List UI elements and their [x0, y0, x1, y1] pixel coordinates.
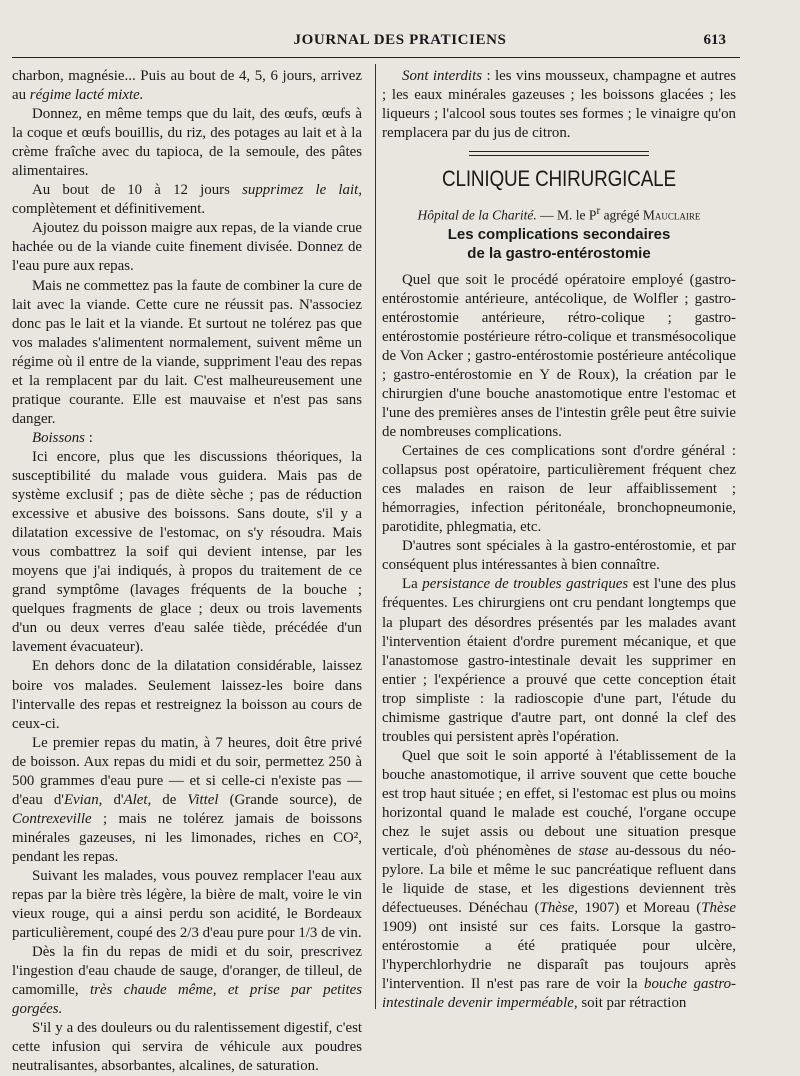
- text-run: charbon, magnésie... Puis au bout de 4, 5, 6 jours, arrivez au: [12, 68, 362, 104]
- journal-title: JOURNAL DES PRATICIENS: [293, 32, 507, 48]
- article-heading: [382, 225, 736, 263]
- text-run: complètement et définitivement.: [12, 201, 206, 218]
- text-run: La: [402, 576, 423, 593]
- text-run: Dès la fin du repas de midi et du soir, prescrivez l'ingestion d'eau chaude de sauge, d'oranger, de tilleul, de camomille,: [12, 944, 362, 999]
- italic-run: Alet,: [123, 791, 152, 808]
- paragraph: Mais ne commettez pas la faute de combiner la cure de lait avec la viande. Cette cure ne réussit pas. N'associez donc pas le lait et la viande. Et surtout ne tolérez pas que vos malades s'alimentent normalement, suivent même un régime où il entre de la viande, suppriment l'eau des repas et la remplacent par du lait. C'est malheureusement une pratique courante. Elle est mauvaise et n'est pas sans danger.: [12, 277, 362, 427]
- text-run: ; mais ne tolérez jamais de boissons minérales gazeuses, ni les limonades, riches en CO², pendant les repas.: [12, 810, 362, 865]
- text-run: : les vins mousseux, champagne et autres ; les eaux minérales gazeuses ; les boissons glacées ; les liqueurs ; l'alcool sous toutes ses formes ; le vinaigre qu'on remplacera par du jus de citron.: [382, 68, 737, 142]
- paragraph: [382, 575, 736, 746]
- text-run: soit par rétraction: [577, 995, 687, 1012]
- italic-run: bouche gastro-intestinale devenir imperméable,: [382, 976, 736, 1012]
- paragraph: Ajoutez du poisson maigre aux repas, de la viande crue hachée ou de la viande cuite finement divisée. Donnez de l'eau pure aux repas.: [12, 220, 362, 275]
- text-run: Au bout de 10 à 12 jours: [32, 182, 230, 199]
- header-rule: [12, 57, 740, 58]
- italic-run: Vittel: [187, 791, 219, 808]
- text-run: de: [151, 791, 188, 808]
- italic-run: Boissons: [32, 429, 85, 446]
- text-run: 1907) et Moreau (: [578, 900, 702, 917]
- italic-run: Evian,: [63, 791, 103, 808]
- text-run: au-dessous du néo-pylore. La bile et même le suc pancréatique refluent dans le liquide de stase, et les digestions deviennent très défectueuses. Dénéchau (: [382, 843, 736, 917]
- text-run: :: [84, 429, 93, 446]
- right-column: [382, 67, 736, 1014]
- section-divider: [469, 151, 649, 156]
- paragraph: Quel que soit le procédé opératoire employé (gastro-entérostomie antérieure, antécolique, de Wolfler ; gastro-entérostomie antérieure, rétro-colique ; gastro-entérostomie postérieure rétro-colique et transmésocolique de Von Acker ; gastro-entérostomie postérieure antécolique ; gastro-entérostomie en Y de Roux), la création par le chirurgien d'une bouche anastomotique entre l'estomac et l'une des premières anses de l'intestin grêle peut être suivie de nombreuses complications.: [382, 271, 736, 441]
- page-header: [0, 28, 800, 54]
- italic-run: supprimez le lait,: [242, 182, 362, 199]
- italic-run: Hôpital de la Charité.: [417, 207, 537, 223]
- text-run: agrégé: [600, 207, 643, 223]
- paragraph: D'autres sont spéciales à la gastro-entérostomie, et par conséquent plus intéressantes à bien connaître.: [382, 538, 736, 574]
- text-run: 1909) ont insisté sur ces faits. Lorsque la gastro-entérostomie a été pratiquée pour ulcère, l'hyperchlorhydrie ne disparaît pas toujours après l'intervention. Il n'est pas rare de voir la: [382, 919, 736, 993]
- section-title: CLINIQUE CHIRURGICALE: [441, 166, 676, 192]
- section-byline: [382, 202, 736, 225]
- paragraph: [382, 747, 736, 1014]
- text-run: d': [102, 791, 124, 808]
- paragraph: En dehors donc de la dilatation considérable, laissez boire vos malades. Seulement laissez-les boire dans l'intervalle des repas et restreignez la boisson au cours de ceux-ci.: [12, 658, 362, 732]
- paragraph: [12, 67, 362, 105]
- paragraph: [12, 181, 362, 219]
- paragraph: Donnez, en même temps que du lait, des œufs, œufs à la coque et œufs bouillis, du riz, des potages au lait et à la crème fraîche avec du tapioca, de la semoule, des pâtes alimentaires.: [12, 106, 362, 180]
- subheading: [12, 429, 362, 448]
- page-number: 613: [703, 32, 726, 48]
- italic-run: très chaude même, et prise par petites gorgées.: [12, 982, 362, 1018]
- heading-line: de la gastro-entérostomie: [467, 244, 651, 262]
- text-run: Quel que soit le soin apporté à l'établissement de la bouche anastomotique, il arrive souvent que cette bouche est trop haut située ; en effet, si l'estomac est plus ou moins horizontal quand le malade est couché, l'organe occupe chez le sujet assis ou debout une situation presque verticale, d'où phénomènes de: [382, 747, 736, 860]
- left-column: [12, 67, 362, 1076]
- paragraph: [12, 943, 362, 1019]
- paragraph: Certaines de ces complications sont d'ordre général : collapsus post opératoire, particulièrement fréquent chez ces malades en raison de leur affaiblissement ; hémorragies, infection péritonéale, bronchopneumonie, parotidite, phlegmatia, etc.: [382, 443, 736, 536]
- column-separator: [375, 64, 376, 1009]
- paragraph: Suivant les malades, vous pouvez remplacer l'eau aux repas par la bière très légère, la bière de malt, voire le vin vieux rouge, qui a ainsi perdu son acidité, le Bordeaux particulièrement, coupé des 2/3 d'eau pure pour 1/3 de vin.: [12, 867, 362, 942]
- italic-run: Thèse,: [539, 900, 578, 917]
- superscript: r: [596, 205, 601, 218]
- italic-run: persistance de troubles gastriques: [422, 576, 629, 593]
- heading-line: Les complications secondaires: [447, 225, 671, 243]
- italic-run: Sont interdits: [402, 68, 483, 84]
- italic-run: Thèse: [701, 900, 736, 917]
- italic-run: stase: [578, 843, 609, 860]
- text-run: — M. le P: [536, 207, 597, 223]
- paragraph: Ici encore, plus que les discussions théoriques, la susceptibilité du malade vous guidera. Mais pas de système exclusif ; pas de diète sèche ; pas de réduction excessive et abusive des boissons. Sans doute, s'il y a dilatation excessive de l'estomac, on s'y résoudra. Mais vous combattrez la soif qui devient intense, par les moyens que j'ai indiqués, à propos du traitement de ce grand symptôme (lavages fréquents de la bouche ; quelques fragments de glace ; deux ou trois lavements d'un ou deux verres d'eau salée tiède, précédée d'un lavement évacuateur).: [12, 448, 362, 656]
- author-name: Mauclaire: [642, 207, 701, 223]
- paragraph: S'il y a des douleurs ou du ralentissement digestif, c'est cette infusion qui servira de véhicule aux poudres neutralisantes, absorbantes, alcalines, de saturation.: [12, 1020, 362, 1075]
- paragraph: [12, 734, 362, 867]
- text-run: est l'une des plus fréquentes. Les chirurgiens ont cru pendant longtemps que la plupart des désordres présentés par les malades avant l'intervention étaient d'ordre purement mécanique, et que l'anastomose gastro-intestinale devait les supprimer en entier ; l'expérience a prouvé que cette conception était trop simpliste : la radioscopie d'une part, l'étude du chimisme gastrique d'autre part, ont donné la clef des troubles qui persistent après l'opération.: [382, 576, 736, 745]
- text-run: (Grande source), de: [218, 791, 362, 808]
- paragraph: [382, 67, 736, 143]
- text-run: Le premier repas du matin, à 7 heures, doit être privé de boisson. Aux repas du midi et du soir, permettez 250 à 500 grammes d'eau pure — et si celle-ci n'existe pas — d'eau d': [12, 734, 362, 808]
- italic-run: Contrexeville: [12, 810, 92, 827]
- italic-run: régime lacté mixte.: [29, 87, 144, 104]
